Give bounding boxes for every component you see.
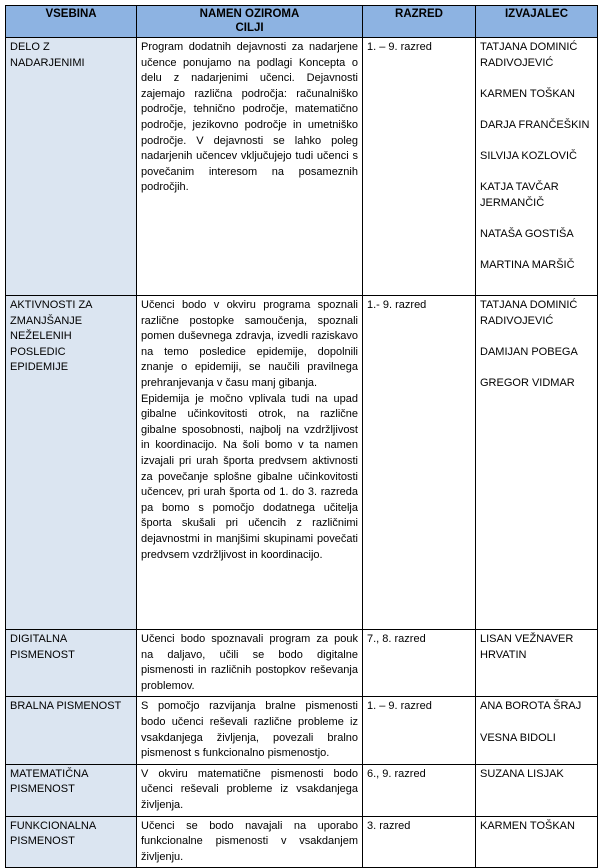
header-namen-line1: NAMEN OZIROMA <box>199 8 300 20</box>
description-cell: Program dodatnih dejavnosti za nadarjene učence ponujamo na podlagi Koncepta o delu z nadarjenimi učenci. Dejavnosti zajemajo različna področja: računalniško področje, tehnično področje, matematično področje, jezikovno področje in umetniško področje. V dejavnosti se lahko poleg nadarjenih učencev vključujejo tudi učenci s povečanim interesom na posameznih področjih. <box>137 38 363 296</box>
activities-table <box>5 5 598 868</box>
topic-cell: DELO Z NADARJENIMI <box>6 38 137 296</box>
teachers-cell <box>476 630 598 697</box>
header-namen <box>137 6 363 38</box>
description-cell: Učenci se bodo navajali na uporabo funkcionalne pismenosti v vsakdanjem življenju. <box>137 816 363 868</box>
teachers-cell <box>476 697 598 764</box>
table-row <box>6 697 598 764</box>
grade-cell: 1. – 9. razred <box>363 697 476 764</box>
teacher-name: ANA BOROTA ŠRAJ <box>480 700 582 713</box>
topic-cell: MATEMATIČNA PISMENOST <box>6 764 137 816</box>
teachers-cell <box>476 816 598 868</box>
teacher-name: DARJA FRANČEŠKIN <box>480 118 590 131</box>
description-paragraph: Učenci bodo v okviru programa spoznali različne postopke samoučenja, spoznali pomen duševnega zdravja, izvedli raziskavo na temo posledice epidemije, dopolnili znanje o epidemiji, se naučili pravilnega prehranjevanja v času manj gibanja. <box>141 299 358 389</box>
topic-cell: AKTIVNOSTI ZA ZMANJŠANJE NEŽELENIH POSLEDIC EPIDEMIJE <box>6 296 137 630</box>
teacher-name: VESNA BIDOLI <box>480 731 556 744</box>
grade-cell: 1. – 9. razred <box>363 38 476 296</box>
grade-cell: 7., 8. razred <box>363 630 476 697</box>
teachers-cell <box>476 38 598 296</box>
teacher-name: NATAŠA GOSTIŠA <box>480 228 574 241</box>
teacher-name: KARMEN TOŠKAN <box>480 819 575 832</box>
teachers-cell <box>476 296 598 630</box>
grade-cell: 1.- 9. razred <box>363 296 476 630</box>
teacher-name: TATJANA DOMINIĆ RADIVOJEVIĆ <box>480 299 578 327</box>
topic-cell: DIGITALNA PISMENOST <box>6 630 137 697</box>
topic-cell: FUNKCIONALNA PISMENOST <box>6 816 137 868</box>
description-cell: Učenci bodo spoznavali program za pouk na daljavo, učili se bodo digitalne pismenosti in različnih postopkov reševanja problemov. <box>137 630 363 697</box>
teacher-name: KATJA TAVČAR JERMANČIČ <box>480 181 559 209</box>
table-row <box>6 816 598 868</box>
teachers-cell <box>476 764 598 816</box>
teacher-name: DAMIJAN POBEGA <box>480 345 578 358</box>
description-cell: V okviru matematične pismenosti bodo učenci reševali probleme iz vsakdanjega življenja. <box>137 764 363 816</box>
teacher-name: MARTINA MARŠIČ <box>480 259 575 272</box>
table-row <box>6 38 598 296</box>
header-izvajalec: IZVAJALEC <box>476 6 598 38</box>
teacher-name: KARMEN TOŠKAN <box>480 87 575 100</box>
header-row <box>6 6 598 38</box>
grade-cell: 6., 9. razred <box>363 764 476 816</box>
description-paragraph: Epidemija je močno vplivala tudi na upad gibalne učinkovitosti otrok, na različne gibalne sposobnosti, najbolj na vzdržljivost in koordinacijo. Na šoli bomo v ta namen izvajali pri urah športa predvsem aktivnosti za povečanje splošne gibalne učinkovitosti učencev, pri urah športa od 1. do 3. razreda pa bomo s pomočjo dodatnega učitelja športa skušali pri učencih z različnimi dejavnostmi in manjšimi skupinami povečati predvsem vzdržljivost in koordinacijo. <box>141 392 358 561</box>
header-razred: RAZRED <box>363 6 476 38</box>
teacher-name: GREGOR VIDMAR <box>480 376 575 389</box>
description-cell <box>137 296 363 630</box>
topic-cell: BRALNA PISMENOST <box>6 697 137 764</box>
header-namen-line2: CILJI <box>235 22 264 34</box>
teacher-name: LISAN VEŽNAVER HRVATIN <box>480 633 574 661</box>
teacher-name: SUZANA LISJAK <box>480 767 564 780</box>
table-row <box>6 630 598 697</box>
teacher-name: SILVIJA KOZLOVIČ <box>480 150 577 163</box>
teacher-name: TATJANA DOMINIĆ RADIVOJEVIĆ <box>480 41 578 69</box>
header-vsebina: VSEBINA <box>6 6 137 38</box>
table-row <box>6 296 598 630</box>
grade-cell: 3. razred <box>363 816 476 868</box>
description-cell: S pomočjo razvijanja bralne pismenosti bodo učenci reševali različne probleme iz vsakdanjega življenja, povezali bralno pismenost s funkcionalno pismenostjo. <box>137 697 363 764</box>
table-row <box>6 764 598 816</box>
